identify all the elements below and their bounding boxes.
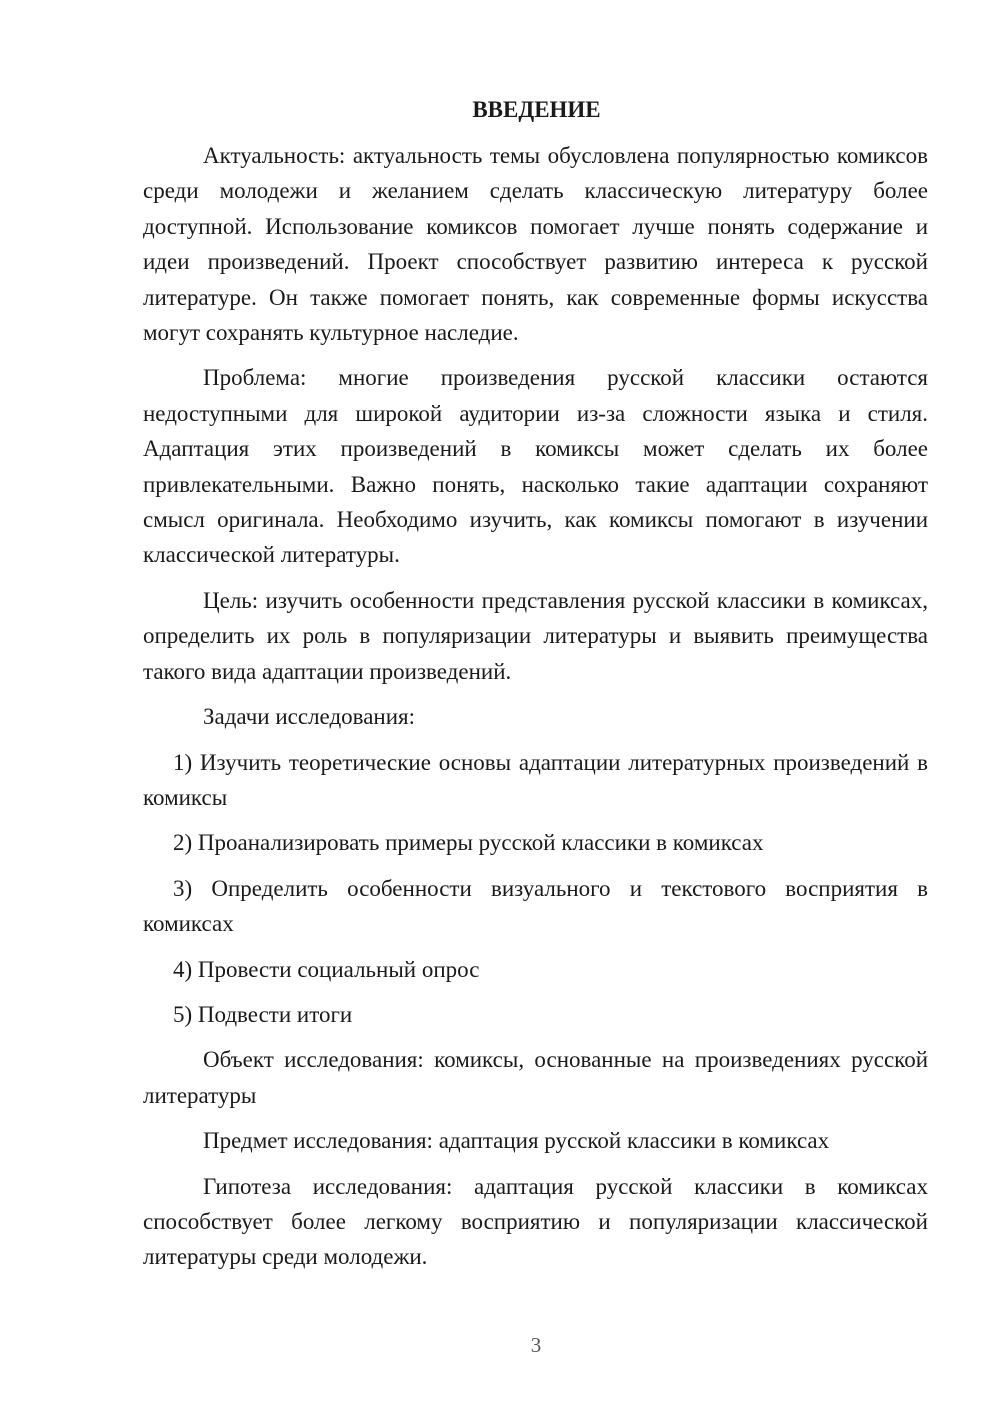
tasks-heading: Задачи исследования: xyxy=(203,704,416,730)
object-paragraph: Объект исследования: комиксы, основанные на произведениях русской литературы xyxy=(143,1047,928,1108)
task-item: 1) Изучить теоретические основы адаптации литературных произведений в комиксы xyxy=(143,749,928,810)
page-title: ВВЕДЕНИЕ xyxy=(472,97,601,122)
task-item: 3) Определить особенности визуального и текстового восприятия в комиксах xyxy=(143,875,928,937)
task-item: 4) Провести социальный опрос xyxy=(173,956,480,982)
relevance-paragraph: Актуальность: актуальность темы обусловлена популярностью комиксов среди молодежи и желанием сделать классическую литературу более доступной. Использование комиксов помогает лучше понять содержание и идеи произведений. Проект способствует развитию интереса к русской литературе. Он также помогает понять, как современные формы искусства могут сохранять культурное наследие. xyxy=(143,143,928,346)
page-number: 3 xyxy=(530,1333,542,1357)
goal-paragraph: Цель: изучить особенности представления русской классики в комиксах, определить их роль в популяризации литературы и выявить преимущества такого вида адаптации произведений. xyxy=(143,587,928,684)
page-content xyxy=(143,92,928,1285)
subject-paragraph: Предмет исследования: адаптация русской классики в комиксах xyxy=(203,1128,830,1154)
task-item: 5) Подвести итоги xyxy=(173,1001,353,1027)
task-item: 2) Проанализировать примеры русской классики в комиксах xyxy=(173,830,764,856)
problem-paragraph: Проблема: многие произведения русской классики остаются недоступными для широкой аудитории из-за сложности языка и стиля. Адаптация этих произведений в комиксы может сделать их более привлекательными. Важно понять, насколько такие адаптации сохраняют смысл оригинала. Необходимо изучить, как комиксы помогают в изучении классической литературы. xyxy=(143,365,928,568)
hypothesis-paragraph: Гипотеза исследования: адаптация русской классики в комиксах способствует более легкому восприятию и популяризации классической литературы среди молодежи. xyxy=(143,1173,928,1270)
